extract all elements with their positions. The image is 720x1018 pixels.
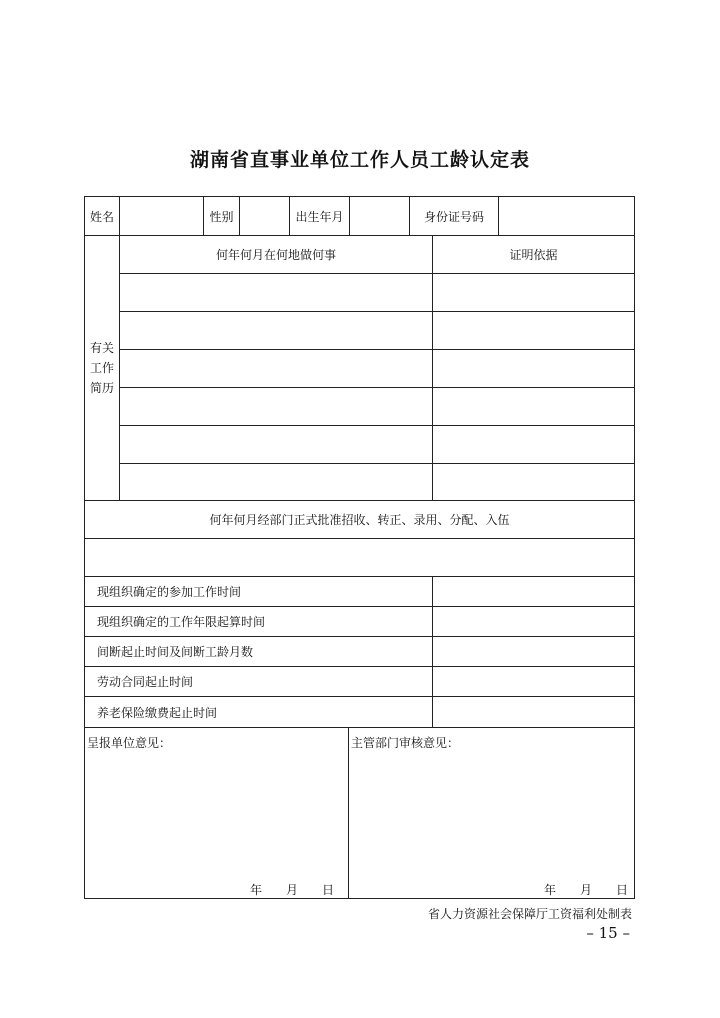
resume-row-proof[interactable] — [432, 349, 635, 388]
page-title: 湖南省直事业单位工作人员工龄认定表 — [189, 149, 530, 171]
resume-row-activity[interactable] — [119, 273, 433, 312]
birth-field[interactable] — [349, 196, 410, 236]
resume-row-proof[interactable] — [432, 273, 635, 312]
resume-label-line: 简历 — [89, 381, 114, 395]
resume-row-activity[interactable] — [119, 311, 433, 350]
resume-row-proof[interactable] — [432, 463, 635, 501]
submitting-unit-opinion[interactable] — [84, 727, 349, 899]
info-row-label: 间断起止时间及间断工龄月数 — [84, 636, 433, 667]
info-row-value[interactable] — [432, 606, 635, 637]
submitting-unit-opinion-label: 呈报单位意见： — [87, 736, 172, 750]
resume-col2-header: 证明依据 — [432, 235, 635, 274]
resume-row-proof[interactable] — [432, 387, 635, 426]
info-row-value[interactable] — [432, 696, 635, 728]
info-row-label: 现组织确定的参加工作时间 — [84, 576, 433, 607]
resume-row-activity[interactable] — [119, 425, 433, 464]
birth-label: 出生年月 — [289, 196, 350, 236]
name-label: 姓名 — [84, 196, 120, 236]
id-field[interactable] — [498, 196, 635, 236]
supervisor-review-opinion[interactable] — [348, 727, 635, 899]
work-age-form — [84, 196, 635, 899]
gender-label: 性别 — [203, 196, 240, 236]
info-row-value[interactable] — [432, 636, 635, 667]
supervisor-review-date: 年 月 日 — [544, 883, 629, 897]
resume-row-proof[interactable] — [432, 425, 635, 464]
info-row-label: 现组织确定的工作年限起算时间 — [84, 606, 433, 637]
info-row-value[interactable] — [432, 666, 635, 697]
approval-field[interactable] — [84, 538, 635, 577]
submitting-unit-date: 年 月 日 — [250, 883, 335, 897]
approval-header: 何年何月经部门正式批准招收、转正、录用、分配、入伍 — [84, 500, 635, 539]
resume-row-activity[interactable] — [119, 387, 433, 426]
resume-col1-header: 何年何月在何地做何事 — [119, 235, 433, 274]
name-field[interactable] — [119, 196, 204, 236]
form-issuer: 省人力资源社会保障厅工资福利处制表 — [427, 907, 632, 921]
resume-row-activity[interactable] — [119, 463, 433, 501]
resume-label-line: 工作 — [89, 361, 114, 375]
supervisor-review-opinion-label: 主管部门审核意见： — [351, 736, 460, 750]
info-row-label: 养老保险缴费起止时间 — [84, 696, 433, 728]
page-number: – 15 – — [586, 924, 630, 942]
id-label: 身份证号码 — [409, 196, 499, 236]
info-row-label: 劳动合同起止时间 — [84, 666, 433, 697]
resume-section-label — [84, 235, 120, 501]
resume-row-proof[interactable] — [432, 311, 635, 350]
info-row-value[interactable] — [432, 576, 635, 607]
resume-row-activity[interactable] — [119, 349, 433, 388]
gender-field[interactable] — [239, 196, 290, 236]
resume-label-line: 有关 — [89, 341, 114, 355]
